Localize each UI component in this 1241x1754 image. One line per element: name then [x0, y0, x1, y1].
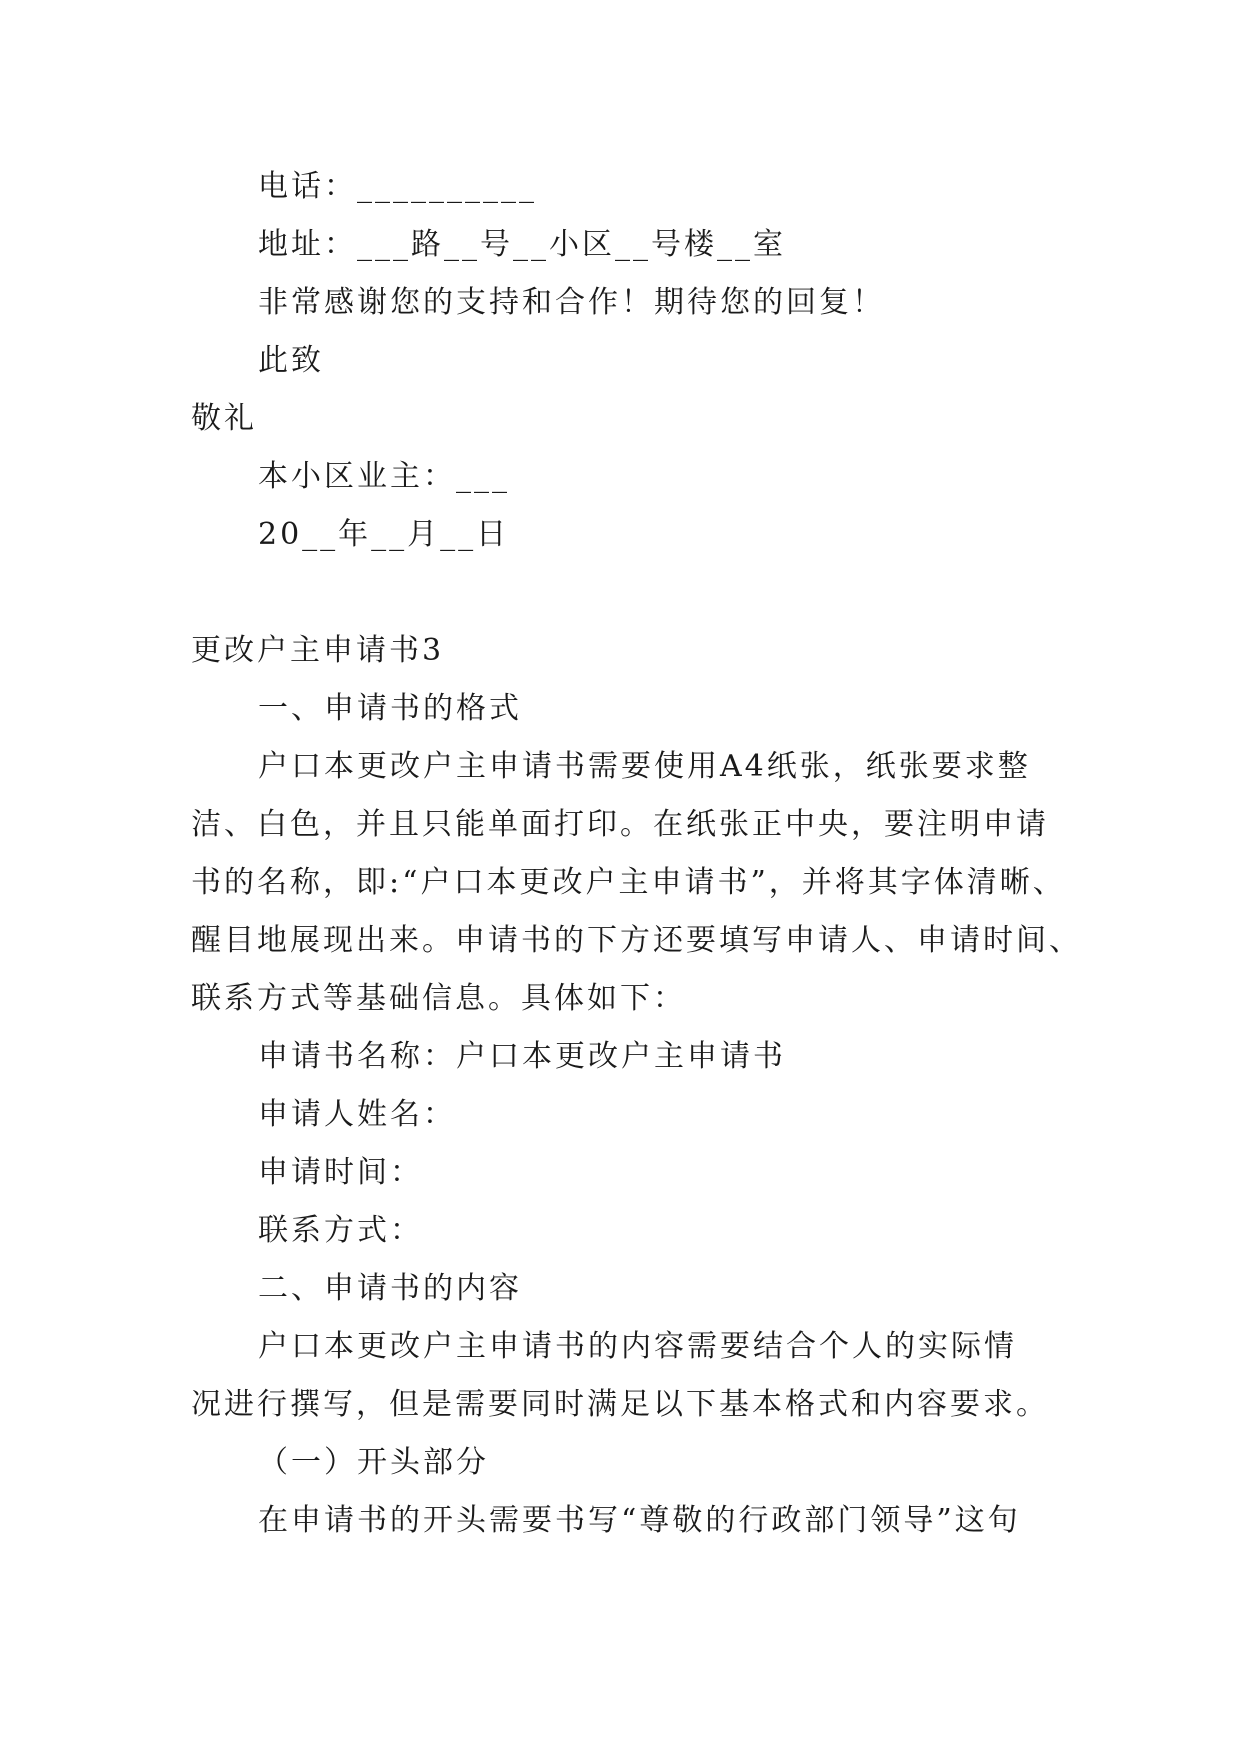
form-field-name: 申请书名称：户口本更改户主申请书 — [258, 1039, 786, 1074]
salutation-line: 敬礼 — [191, 401, 257, 436]
paragraph-line: 户口本更改户主申请书的内容需要结合个人的实际情 — [258, 1329, 1017, 1364]
paragraph-line: 在申请书的开头需要书写“尊敬的行政部门领导”这句 — [258, 1503, 1021, 1538]
paragraph-line: 书的名称，即:“户口本更改户主申请书”，并将其字体清晰、 — [191, 865, 1066, 900]
paragraph-line: 联系方式等基础信息。具体如下： — [191, 981, 686, 1016]
form-field-applicant: 申请人姓名： — [258, 1097, 456, 1132]
heading-content: 二、申请书的内容 — [258, 1271, 522, 1306]
date-line: 20__年__月__日 — [258, 517, 510, 552]
heading-format: 一、申请书的格式 — [258, 691, 522, 726]
closing-line: 此致 — [258, 343, 324, 378]
address-line: 地址：___路__号__小区__号楼__室 — [258, 227, 786, 262]
paragraph-line: 醒目地展现出来。申请书的下方还要填写申请人、申请时间、 — [191, 923, 1082, 958]
signature-line: 本小区业主：___ — [258, 459, 510, 494]
form-field-time: 申请时间： — [258, 1155, 423, 1190]
phone-line: 电话：__________ — [258, 169, 537, 204]
section-title: 更改户主申请书3 — [191, 633, 445, 668]
form-field-contact: 联系方式： — [258, 1213, 423, 1248]
subheading-opening: （一）开头部分 — [258, 1445, 489, 1480]
paragraph-line: 况进行撰写，但是需要同时满足以下基本格式和内容要求。 — [191, 1387, 1049, 1422]
thanks-line: 非常感谢您的支持和合作！期待您的回复！ — [258, 285, 885, 320]
paragraph-line: 洁、白色，并且只能单面打印。在纸张正中央，要注明申请 — [191, 807, 1049, 842]
paragraph-line: 户口本更改户主申请书需要使用A4纸张，纸张要求整 — [258, 749, 1031, 784]
